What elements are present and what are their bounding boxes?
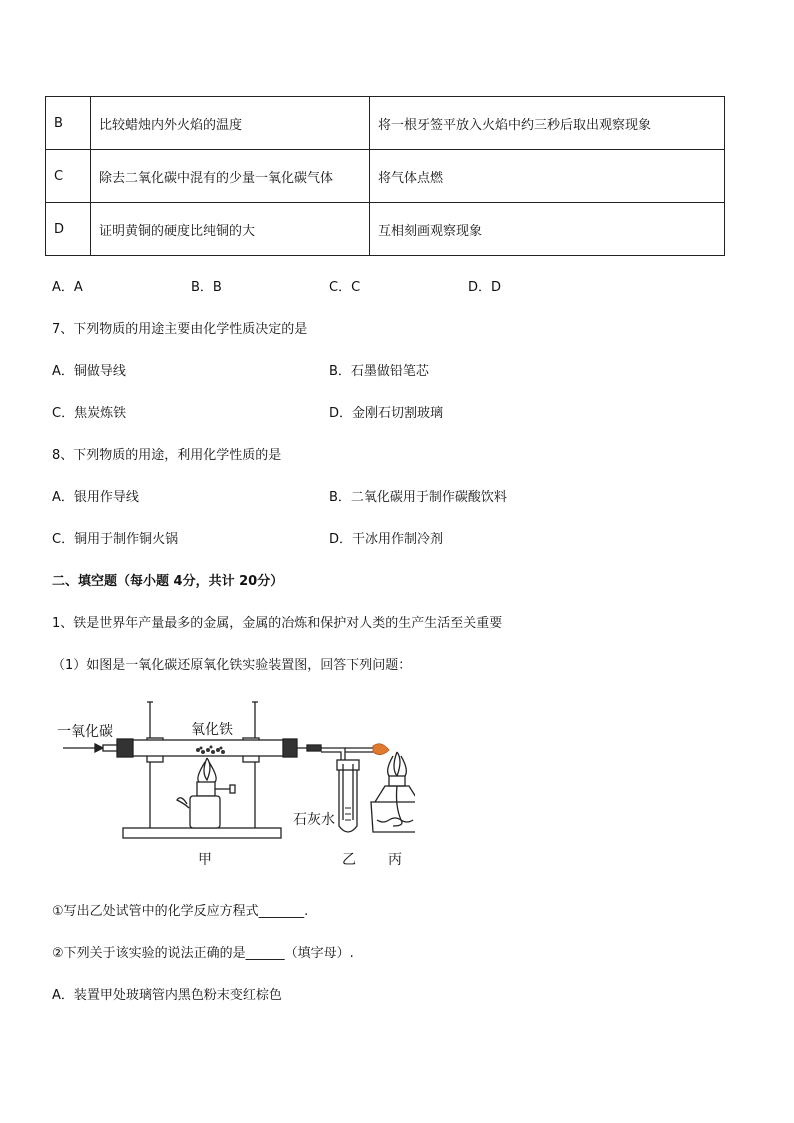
label-bing: 丙 xyxy=(388,852,402,868)
q8-option-a: A．银用作导线 xyxy=(52,490,139,505)
q6-option-c: C．C xyxy=(329,280,361,295)
table-row xyxy=(46,97,725,150)
q1-sub1: （1）如图是一氧化碳还原氧化铁实验装置图，回答下列问题： xyxy=(52,658,412,673)
label-co: 一氧化碳 xyxy=(57,724,113,740)
q7-option-c: C．焦炭炼铁 xyxy=(52,406,127,421)
row-purpose: 比较蜡烛内外火焰的温度 xyxy=(91,97,370,150)
q7-option-a: A．铜做导线 xyxy=(52,364,126,379)
label-jia: 甲 xyxy=(198,852,212,868)
q7-stem: 7、下列物质的用途主要由化学性质决定的是 xyxy=(52,322,308,337)
options-table xyxy=(45,96,725,256)
q8-option-b: B．二氧化碳用于制作碳酸饮料 xyxy=(329,490,507,505)
q6-option-a: A．A xyxy=(52,280,83,295)
q7-option-b: B．石墨做铅笔芯 xyxy=(329,364,429,379)
row-method: 将一根牙签平放入火焰中约三秒后取出观察现象 xyxy=(370,97,725,150)
q1-item2: ②下列关于该实验的说法正确的是______（填字母）. xyxy=(52,946,354,961)
row-letter: C xyxy=(46,150,91,203)
q1-option-a: A．装置甲处玻璃管内黑色粉末变红棕色 xyxy=(52,988,282,1003)
q6-option-d: D．D xyxy=(468,280,502,295)
row-method: 互相刻画观察现象 xyxy=(370,203,725,256)
label-limewater: 石灰水 xyxy=(293,812,335,828)
row-letter: B xyxy=(46,97,91,150)
q1-item1: ①写出乙处试管中的化学反应方程式_______. xyxy=(52,904,309,919)
q7-option-d: D．金刚石切割玻璃 xyxy=(329,406,444,421)
row-method: 将气体点燃 xyxy=(370,150,725,203)
label-iron-oxide: 氧化铁 xyxy=(191,722,233,738)
q8-stem: 8、下列物质的用途，利用化学性质的是 xyxy=(52,448,282,463)
label-yi: 乙 xyxy=(342,852,356,868)
row-letter: D xyxy=(46,203,91,256)
table-row xyxy=(46,203,725,256)
row-purpose: 除去二氧化碳中混有的少量一氧化碳气体 xyxy=(91,150,370,203)
q8-option-c: C．铜用于制作铜火锅 xyxy=(52,532,179,547)
apparatus-diagram xyxy=(55,692,415,872)
q1-stem: 1、铁是世界年产量最多的金属，金属的冶炼和保护对人类的生产生活至关重要 xyxy=(52,616,503,631)
row-purpose: 证明黄铜的硬度比纯铜的大 xyxy=(91,203,370,256)
table-row xyxy=(46,150,725,203)
q8-option-d: D．干冰用作制冷剂 xyxy=(329,532,444,547)
q6-option-b: B．B xyxy=(191,280,222,295)
section-title: 二、填空题（每小题 4分，共计 20分） xyxy=(52,574,284,589)
